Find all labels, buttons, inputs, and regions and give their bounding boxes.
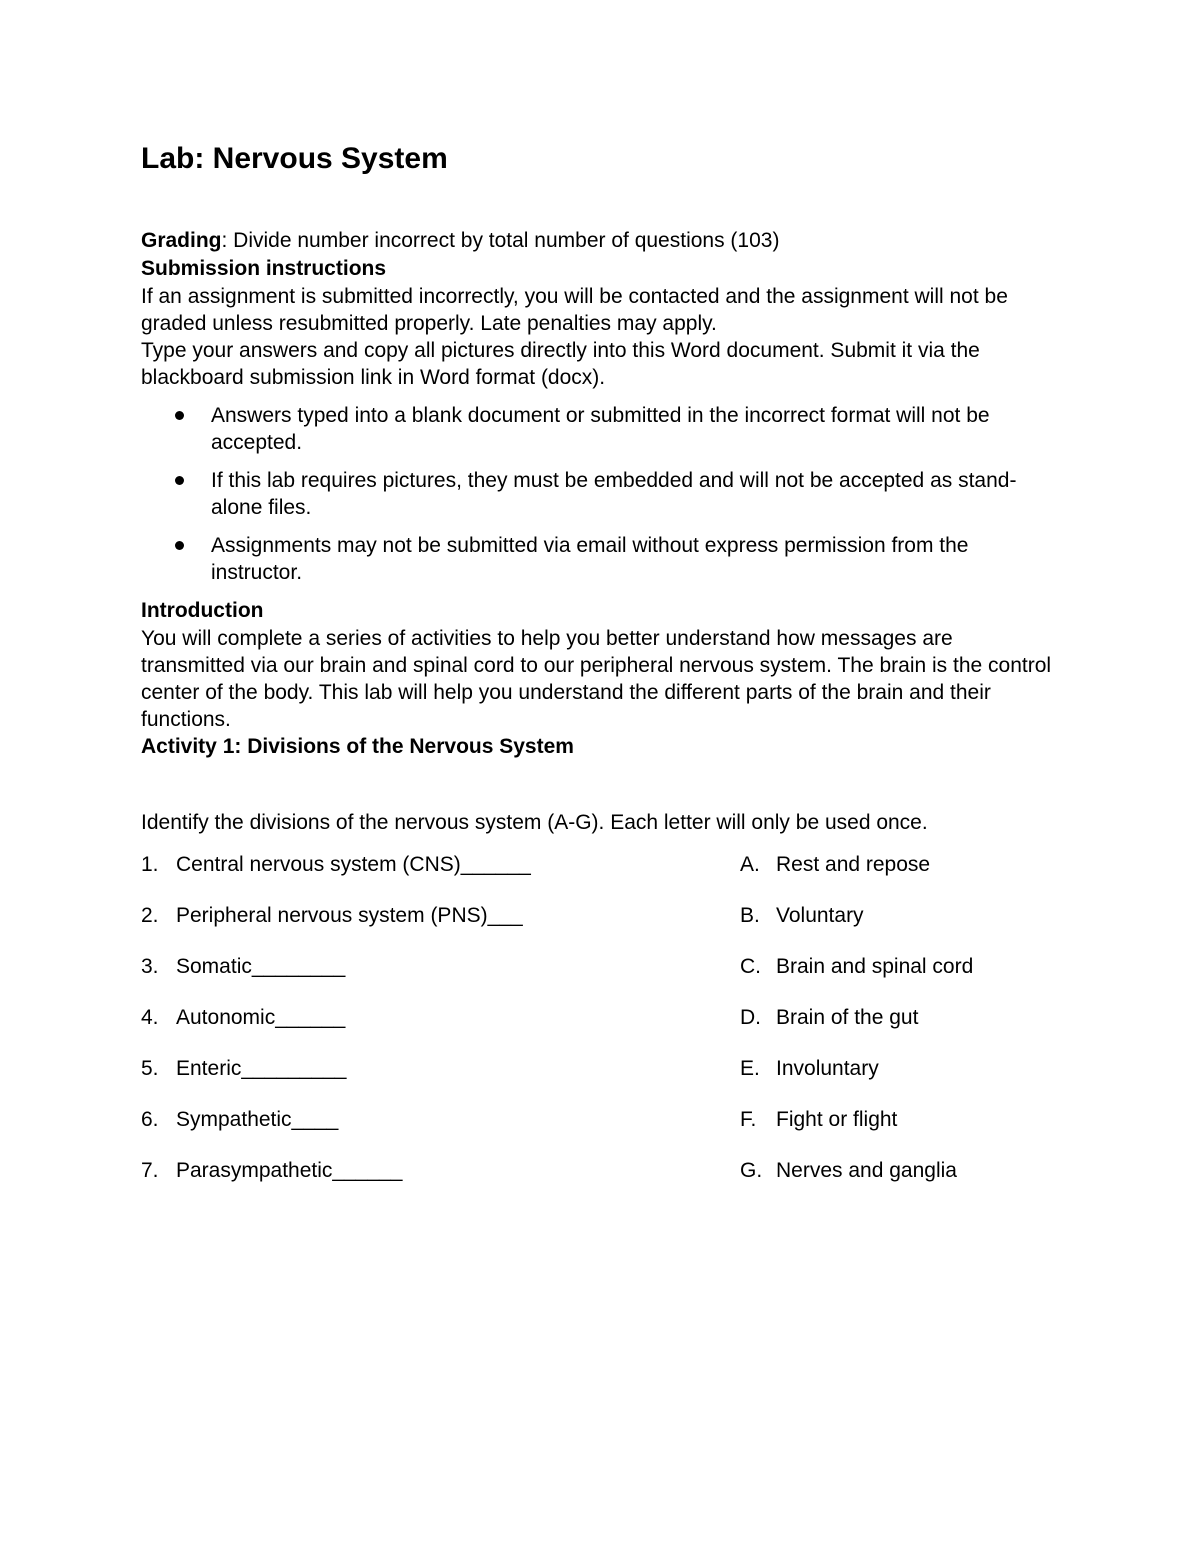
definition-letter: B. <box>740 904 760 927</box>
matching-row <box>141 1157 1061 1208</box>
definition-letter: D. <box>740 1006 761 1029</box>
bullet-text: If this lab requires pictures, they must be embedded and will not be accepted as stand-alone files. <box>211 469 1017 519</box>
submission-heading: Submission instructions <box>141 257 387 280</box>
bullet-text: Assignments may not be submitted via email without express permission from the instructor. <box>211 534 969 584</box>
term-number: 6. <box>141 1108 159 1131</box>
matching-row <box>141 1004 1061 1055</box>
definition-letter: G. <box>740 1159 763 1182</box>
definition-text: Rest and repose <box>776 853 931 876</box>
bullet-item <box>141 467 1061 521</box>
definition-text: Voluntary <box>776 904 864 927</box>
term-text: Enteric_________ <box>176 1057 347 1080</box>
term-number: 1. <box>141 853 159 876</box>
definition-letter: C. <box>740 955 761 978</box>
term-text: Autonomic______ <box>176 1006 346 1029</box>
term-text: Sympathetic____ <box>176 1108 339 1131</box>
submission-para-1: If an assignment is submitted incorrectly, you will be contacted and the assignment will not be graded unless resubmitted properly. Late penalties may apply. <box>141 285 1008 335</box>
matching-row <box>141 902 1061 953</box>
matching-row <box>141 851 1061 902</box>
term-number: 4. <box>141 1006 159 1029</box>
submission-bullet-list <box>141 402 1061 586</box>
term-text: Central nervous system (CNS)______ <box>176 853 531 876</box>
definition-text: Involuntary <box>776 1057 879 1080</box>
matching-row <box>141 953 1061 1004</box>
definition-text: Brain and spinal cord <box>776 955 974 978</box>
term-number: 5. <box>141 1057 159 1080</box>
matching-row <box>141 1106 1061 1157</box>
term-text: Parasympathetic______ <box>176 1159 403 1182</box>
document-content <box>141 138 1061 1208</box>
definition-text: Brain of the gut <box>776 1006 919 1029</box>
activity1-instructions: Identify the divisions of the nervous system (A-G). Each letter will only be used once. <box>141 811 928 834</box>
activity1-heading: Activity 1: Divisions of the Nervous System <box>141 735 574 758</box>
definition-letter: F. <box>740 1108 757 1131</box>
bullet-item <box>141 402 1061 456</box>
bullet-icon <box>175 411 184 420</box>
grading-text: : Divide number incorrect by total number of questions (103) <box>221 229 780 252</box>
term-number: 7. <box>141 1159 159 1182</box>
term-number: 2. <box>141 904 159 927</box>
matching-table <box>141 851 1061 1208</box>
definition-letter: A. <box>740 853 760 876</box>
submission-para-2: Type your answers and copy all pictures directly into this Word document. Submit it via the blackboard submission link in Word format (docx). <box>141 339 980 389</box>
definition-letter: E. <box>740 1057 760 1080</box>
page-title: Lab: Nervous System <box>141 142 448 175</box>
bullet-text: Answers typed into a blank document or submitted in the incorrect format will not be accepted. <box>211 404 990 454</box>
grading-label: Grading <box>141 229 222 252</box>
introduction-text: You will complete a series of activities to help you better understand how messages are transmitted via our brain and spinal cord to our peripheral nervous system. The brain is the control center of the body. This lab will help you understand the different parts of the brain and their functions. <box>141 627 1052 731</box>
term-text: Peripheral nervous system (PNS)___ <box>176 904 523 927</box>
introduction-heading: Introduction <box>141 599 264 622</box>
bullet-icon <box>175 541 184 550</box>
bullet-icon <box>175 476 184 485</box>
definition-text: Fight or flight <box>776 1108 898 1131</box>
grading-line <box>141 227 1061 255</box>
term-text: Somatic________ <box>176 955 346 978</box>
bullet-item <box>141 532 1061 586</box>
definition-text: Nerves and ganglia <box>776 1159 957 1182</box>
matching-row <box>141 1055 1061 1106</box>
term-number: 3. <box>141 955 159 978</box>
